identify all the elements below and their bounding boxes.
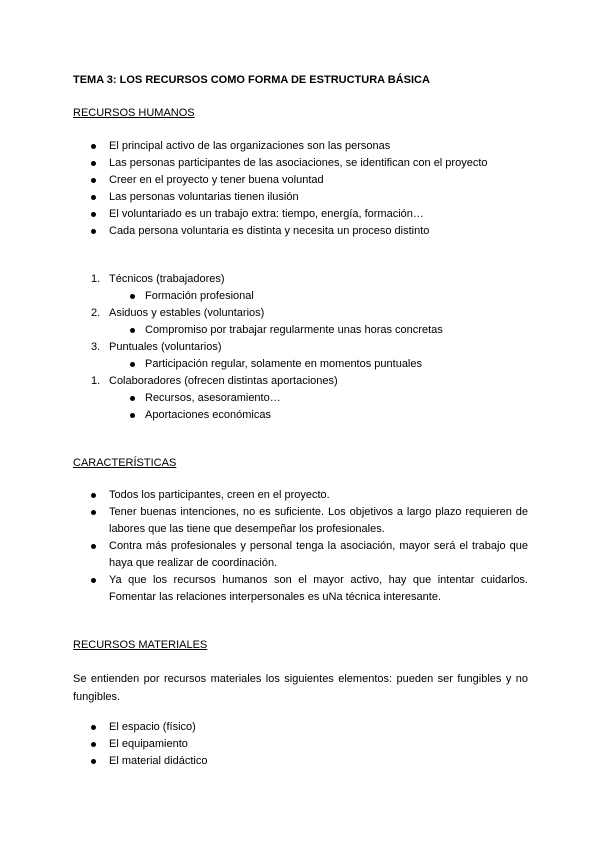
sub-item: Participación regular, solamente en momentos puntuales — [73, 356, 528, 373]
volunteer-types-list — [73, 271, 528, 424]
caracteristicas-bullet-list — [73, 487, 528, 606]
list-item: El material didáctico — [73, 753, 528, 770]
item-number: 3. — [91, 341, 101, 353]
list-item: Creer en el proyecto y tener buena voluntad — [73, 172, 528, 189]
list-item: Las personas voluntarias tienen ilusión — [73, 189, 528, 206]
numbered-item — [73, 271, 528, 288]
item-number: 1. — [91, 273, 101, 285]
section-heading-recursos-materiales: RECURSOS MATERIALES — [73, 639, 208, 651]
list-item: El equipamiento — [73, 736, 528, 753]
sub-item: Formación profesional — [73, 288, 528, 305]
numbered-item — [73, 373, 528, 390]
intro-paragraph: Se entienden por recursos materiales los siguientes elementos: pueden ser fungibles y no fungibles. — [73, 673, 528, 703]
numbered-item — [73, 339, 528, 356]
list-item: Cada persona voluntaria es distinta y necesita un proceso distinto — [73, 223, 528, 240]
section-heading-caracteristicas: CARACTERÍSTICAS — [73, 457, 177, 469]
document-title: TEMA 3: LOS RECURSOS COMO FORMA DE ESTRUCTURA BÁSICA — [73, 74, 430, 86]
list-item: Todos los participantes, creen en el proyecto. — [73, 487, 528, 504]
list-item: El espacio (físico) — [73, 719, 528, 736]
list-item: El principal activo de las organizaciones son las personas — [73, 138, 528, 155]
numbered-item — [73, 305, 528, 322]
list-item: Ya que los recursos humanos son el mayor activo, hay que intentar cuidarlos. Fomentar las relaciones interpersonales es uNa técnica interesante. — [73, 572, 528, 606]
materiales-intro — [73, 670, 528, 706]
item-label: Asiduos y estables (voluntarios) — [109, 307, 265, 319]
item-label: Técnicos (trabajadores) — [109, 273, 225, 285]
list-item: Contra más profesionales y personal tenga la asociación, mayor será el trabajo que haya que realizar de coordinación. — [73, 538, 528, 572]
list-item: El voluntariado es un trabajo extra: tiempo, energía, formación… — [73, 206, 528, 223]
item-label: Colaboradores (ofrecen distintas aportaciones) — [109, 375, 338, 387]
item-number: 2. — [91, 307, 101, 319]
humanos-bullet-list — [73, 138, 528, 240]
sub-item: Compromiso por trabajar regularmente unas horas concretas — [73, 322, 528, 339]
sub-item: Aportaciones económicas — [73, 407, 528, 424]
section-heading-recursos-humanos: RECURSOS HUMANOS — [73, 107, 195, 119]
sub-item: Recursos, asesoramiento… — [73, 390, 528, 407]
item-label: Puntuales (voluntarios) — [109, 341, 222, 353]
item-number: 1. — [91, 375, 101, 387]
list-item: Tener buenas intenciones, no es suficiente. Los objetivos a largo plazo requieren de labores que las tiene que desempeñar los profesionales. — [73, 504, 528, 538]
materiales-bullet-list — [73, 719, 528, 770]
list-item: Las personas participantes de las asociaciones, se identifican con el proyecto — [73, 155, 528, 172]
